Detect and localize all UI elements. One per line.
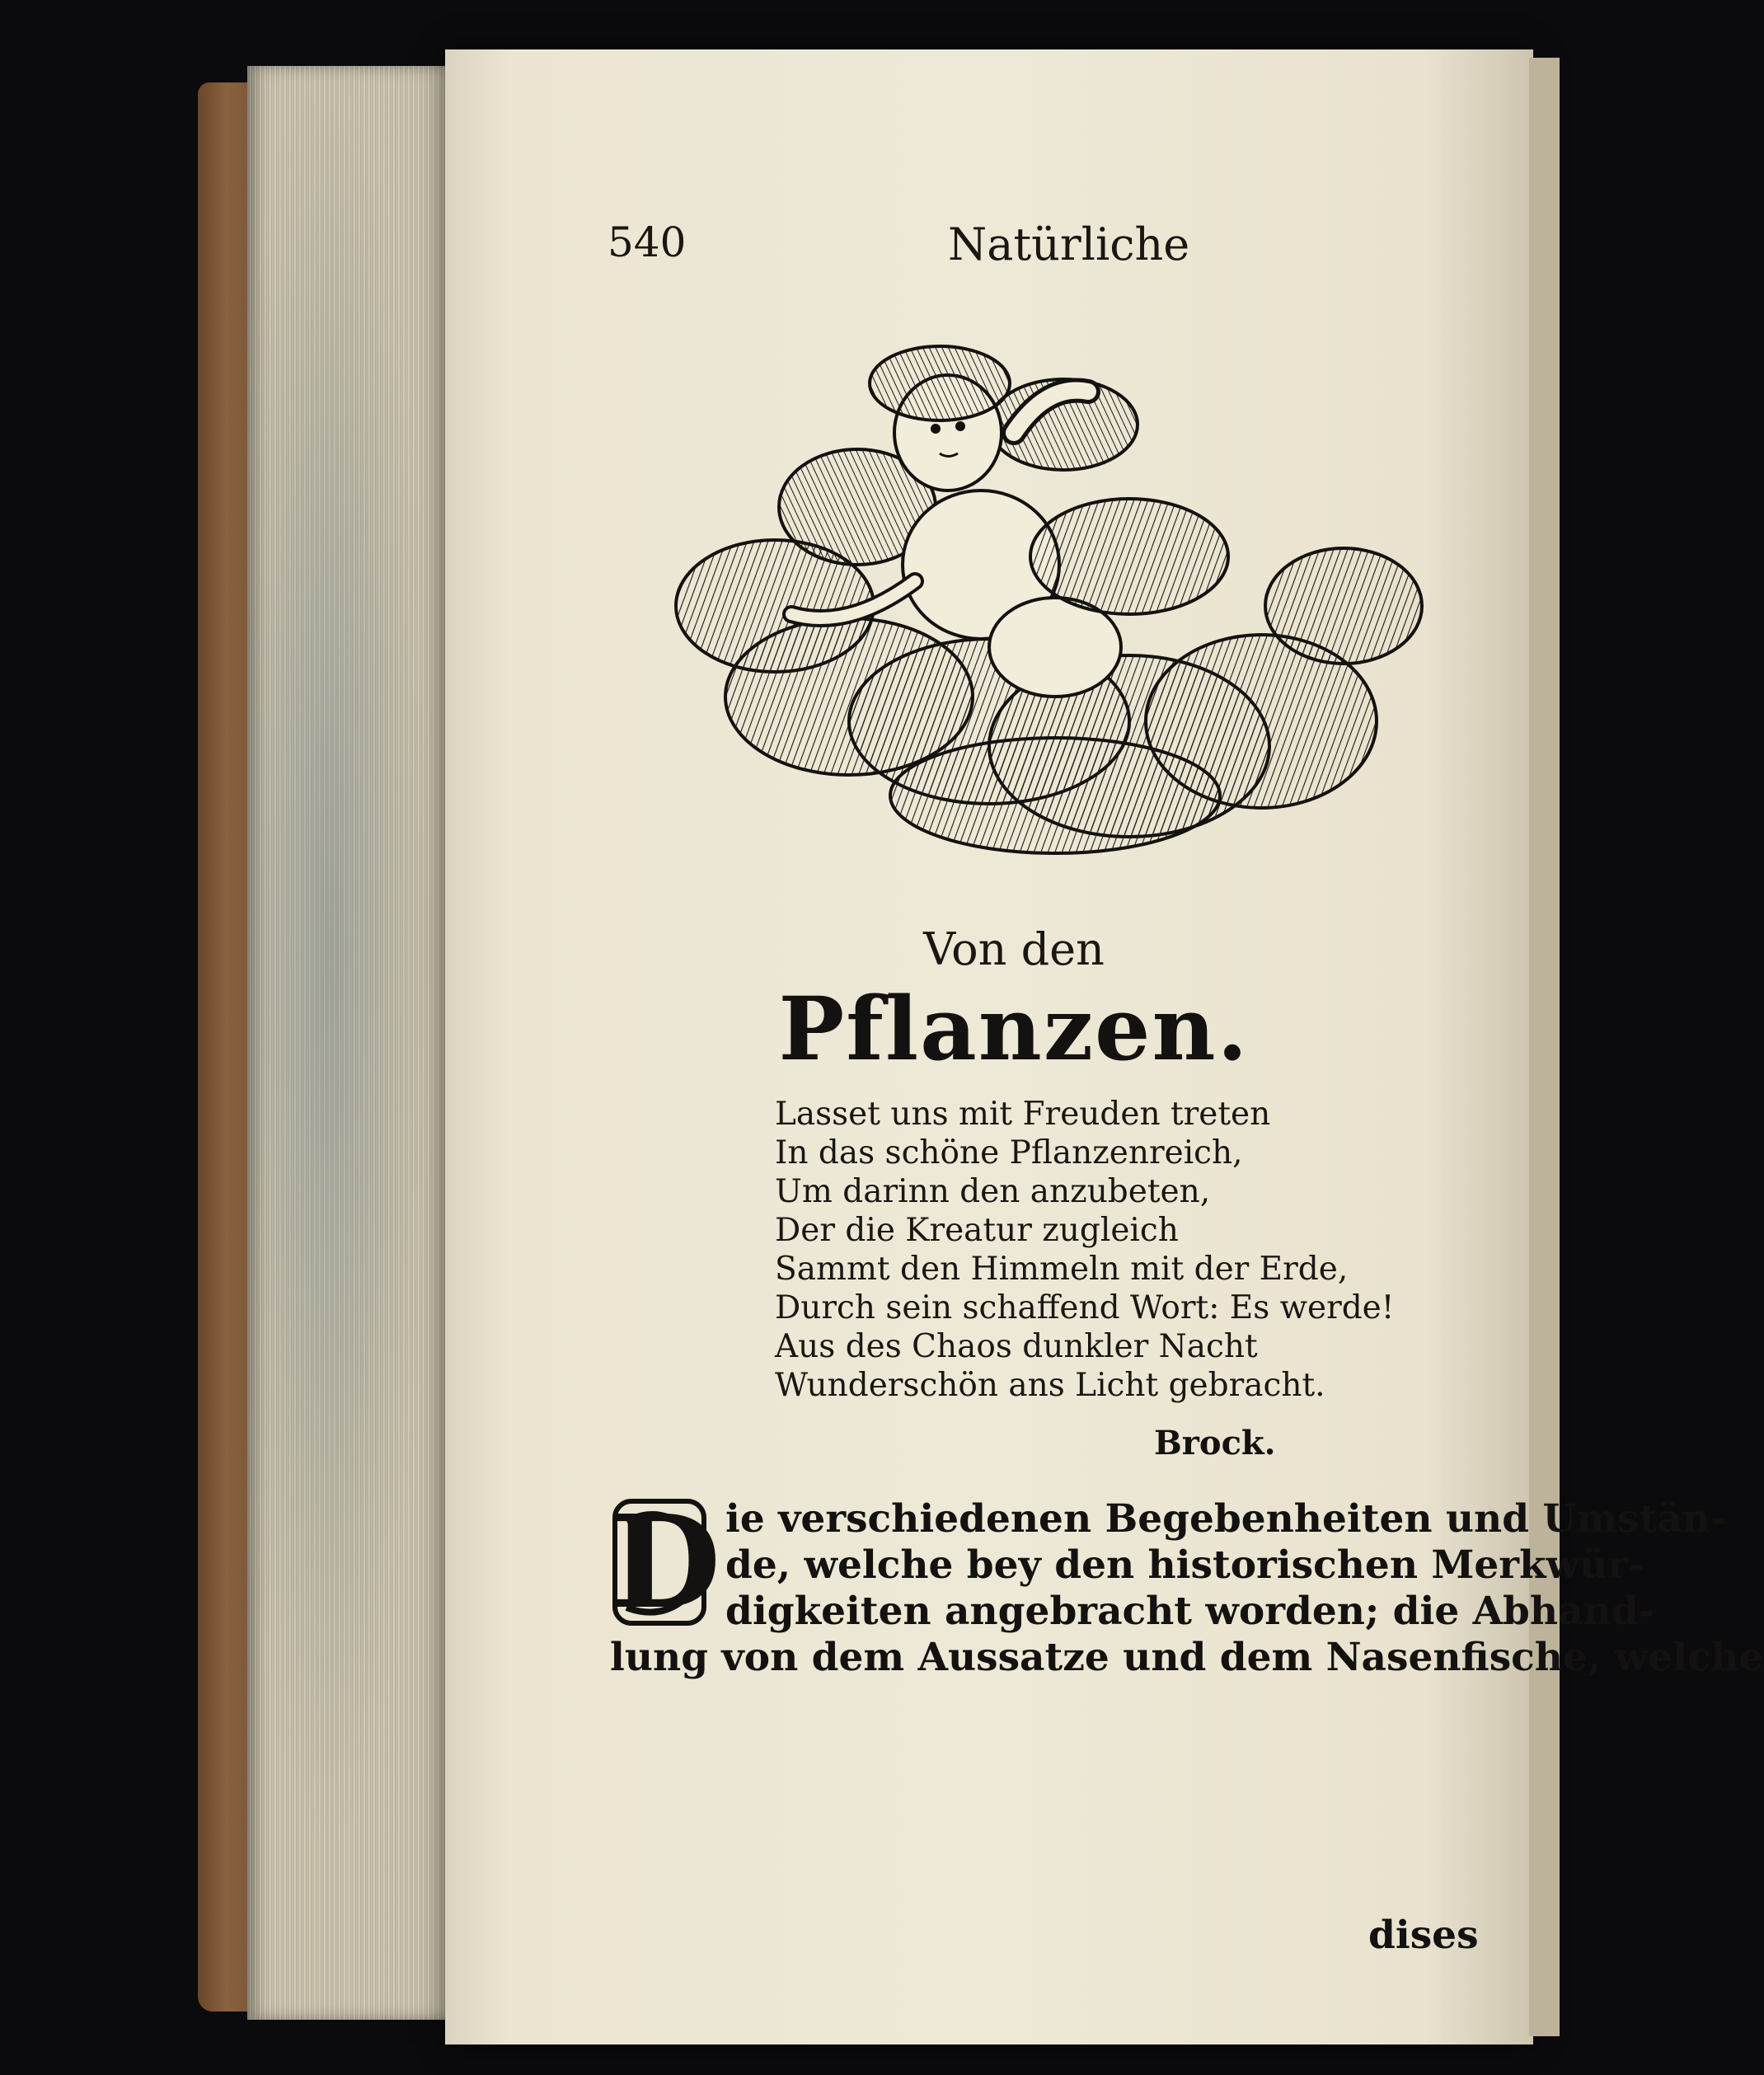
poem-line: In das schöne Pflanzenreich, (775, 1134, 1243, 1171)
running-title: Natürliche (948, 218, 1190, 270)
poem-line: Sammt den Himmeln mit der Erde, (775, 1251, 1349, 1288)
section-heading-small: Von den (923, 923, 1105, 975)
cherub-woodcut-vignette (668, 334, 1451, 861)
dropcap-letter: D (610, 1486, 721, 1637)
poem-line: Um darinn den anzubeten, (775, 1173, 1211, 1210)
page-number: 540 (608, 218, 687, 266)
body-line: digkeiten angebracht worden; die Abhand- (725, 1589, 1655, 1634)
poem-line: Aus des Chaos dunkler Nacht (775, 1328, 1258, 1365)
page-edges (247, 66, 449, 2020)
poem-line: Lasset uns mit Freuden treten (775, 1096, 1271, 1133)
body-line: lung von dem Aussatze und dem Nasenfische, welche (610, 1635, 1764, 1680)
body-line: ie verschiedenen Begebenheiten und Umstän- (725, 1496, 1727, 1542)
poem-line: Wunderschön ans Licht gebracht. (775, 1367, 1325, 1404)
poem-line: Der die Kreatur zugleich (775, 1212, 1179, 1249)
poem-author: Brock. (1154, 1424, 1276, 1462)
facing-page-edge (1529, 58, 1560, 2036)
poem-line: Durch sein schaffend Wort: Es werde! (775, 1289, 1395, 1326)
catchword: dises (1368, 1913, 1479, 1958)
page-content (445, 49, 1764, 2044)
section-title: Pflanzen. (778, 977, 1250, 1080)
running-head (445, 218, 1533, 284)
epigraph-poem (775, 1095, 1401, 1405)
body-line: de, welche bey den historischen Merkwür- (725, 1542, 1644, 1588)
